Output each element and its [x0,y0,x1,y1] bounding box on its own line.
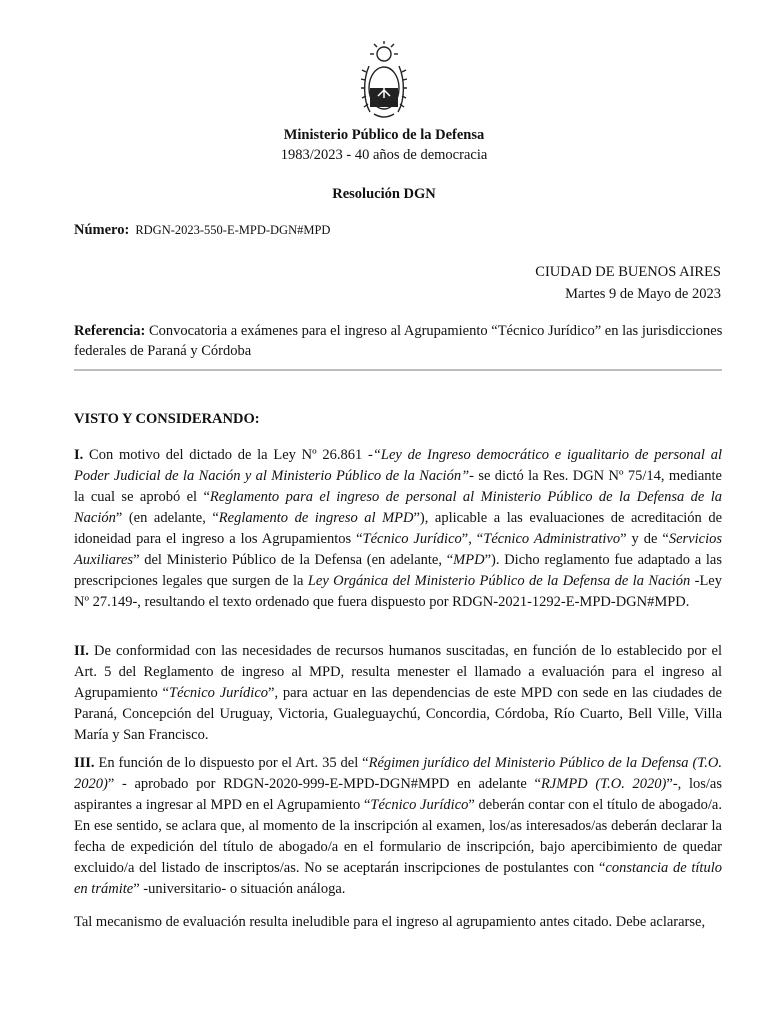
p1-text: ”). Dicho reglamento fue adaptado a las prescripciones legales que surgen de la [74,552,722,589]
p3-text: En función de lo dispuesto por el Art. 35 del “ [94,755,369,771]
p1-text: ” (en adelante, “ [115,510,219,526]
p1-text: - se dictó la Res. DGN Nº 75/14, mediante la cual se aprobó el “ [74,468,722,505]
p2-text: De conformidad con las necesidades de recursos humanos suscitadas, en función de lo establecido por el Art. 5 del Reglamento de ingreso al MPD, resulta menester el llamado a evaluación para el ingreso al Agrupamiento “ [74,643,722,701]
paragraph-2-number: II. [74,643,89,659]
paragraph-2 [74,641,722,746]
p3-text: ” -universitario- o situación análoga. [133,881,346,897]
city: CIUDAD DE BUENOS AIRES [535,264,721,280]
separator-rule [74,369,722,371]
p2-text: ”, para actuar en las dependencias de este MPD con sede en las ciudades de Paraná, Concepción del Uruguay, Victoria, Gualeguaychú, Concordia, Córdoba, Río Cuarto, Bell Ville, Villa María y San Francisco. [74,685,722,743]
paragraph-1 [74,445,722,613]
p1-italic: Reglamento de ingreso al MPD [218,510,414,526]
p1-italic: MPD [453,552,485,568]
p3-italic: RJMPD (T.O. 2020) [540,776,667,792]
paragraph-4: Tal mecanismo de evaluación resulta ineludible para el ingreso al agrupamiento antes citado. Debe aclararse, [74,914,706,930]
paragraph-3 [74,753,722,900]
referencia-line-2: federales de Paraná y Córdoba [74,343,252,359]
p1-italic: Servicios Auxiliares [74,531,722,568]
p1-italic: Técnico Jurídico [362,531,462,547]
paragraph-3-number: III. [74,755,95,771]
p1-italic: Ley Orgánica del Ministerio Público de la Defensa de la Nación [307,573,691,589]
p1-text: Con motivo del dictado de la Ley Nº 26.861 - [83,447,373,463]
p1-italic: Técnico Administrativo [483,531,621,547]
p1-text: ” del Ministerio Público de la Defensa (en adelante, “ [133,552,454,568]
p2-italic: Técnico Jurídico [169,685,269,701]
coat-of-arms-seal-icon [360,40,408,130]
resolution-title: Resolución DGN [332,186,436,202]
p3-text: ”-, los/as aspirantes a ingresar al MPD en el Agrupamiento “ [74,776,722,813]
p1-italic: Reglamento para el ingreso de personal al Ministerio Público de la Defensa de la Nación [74,489,723,526]
p3-italic: Régimen jurídico del Ministerio Público de la Defensa (T.O. 2020) [74,755,722,792]
anniversary-motto: 1983/2023 - 40 años de democracia [280,147,488,163]
p3-text: ” - aprobado por RDGN-2020-999-E-MPD-DGN#MPD en adelante “ [107,776,541,792]
p1-text: ”, “ [461,531,484,547]
numero-value: RDGN-2023-550-E-MPD-DGN#MPD [135,223,331,237]
ministry-name: Ministerio Público de la Defensa [283,127,485,143]
numero-label: Número: [74,222,130,238]
referencia-line-1 [74,323,722,340]
paragraph-1-number: I. [74,447,84,463]
p3-italic: Técnico Jurídico [370,797,469,813]
p1-italic: “Ley de Ingreso democrático e igualitario de personal al Poder Judicial de la Nación y al Ministerio Público de la Nación” [74,447,722,484]
p1-text: ” y de “ [620,531,669,547]
p1-text: ”), aplicable a las evaluaciones de acreditación de idoneidad para el ingreso a los Agrupamientos “ [74,510,723,547]
numero-line [74,222,330,239]
referencia-text-1: Convocatoria a exámenes para el ingreso al Agrupamiento “Técnico Jurídico” en las jurisdicciones [149,323,723,339]
p3-italic: constancia de título en trámite [74,860,722,897]
section-heading: VISTO Y CONSIDERANDO: [74,411,260,427]
date: Martes 9 de Mayo de 2023 [565,286,721,302]
referencia-label: Referencia: [74,323,146,339]
p1-text: -Ley Nº 27.149-, resultando el texto ordenado que fuera dispuesto por RDGN-2021-1292-E-MPD-DGN#MPD. [74,573,722,610]
p3-text: ” deberán contar con el título de abogado/a. En ese sentido, se aclara que, al momento de la inscripción al examen, los/as interesados/as deberán declarar la fecha de expedición del título de abogado/a en el formulario de inscripción, bajo apercibimiento de quedar excluido/a del listado de inscriptos/as. No se aceptarán inscripciones de postulantes con “ [74,797,722,876]
